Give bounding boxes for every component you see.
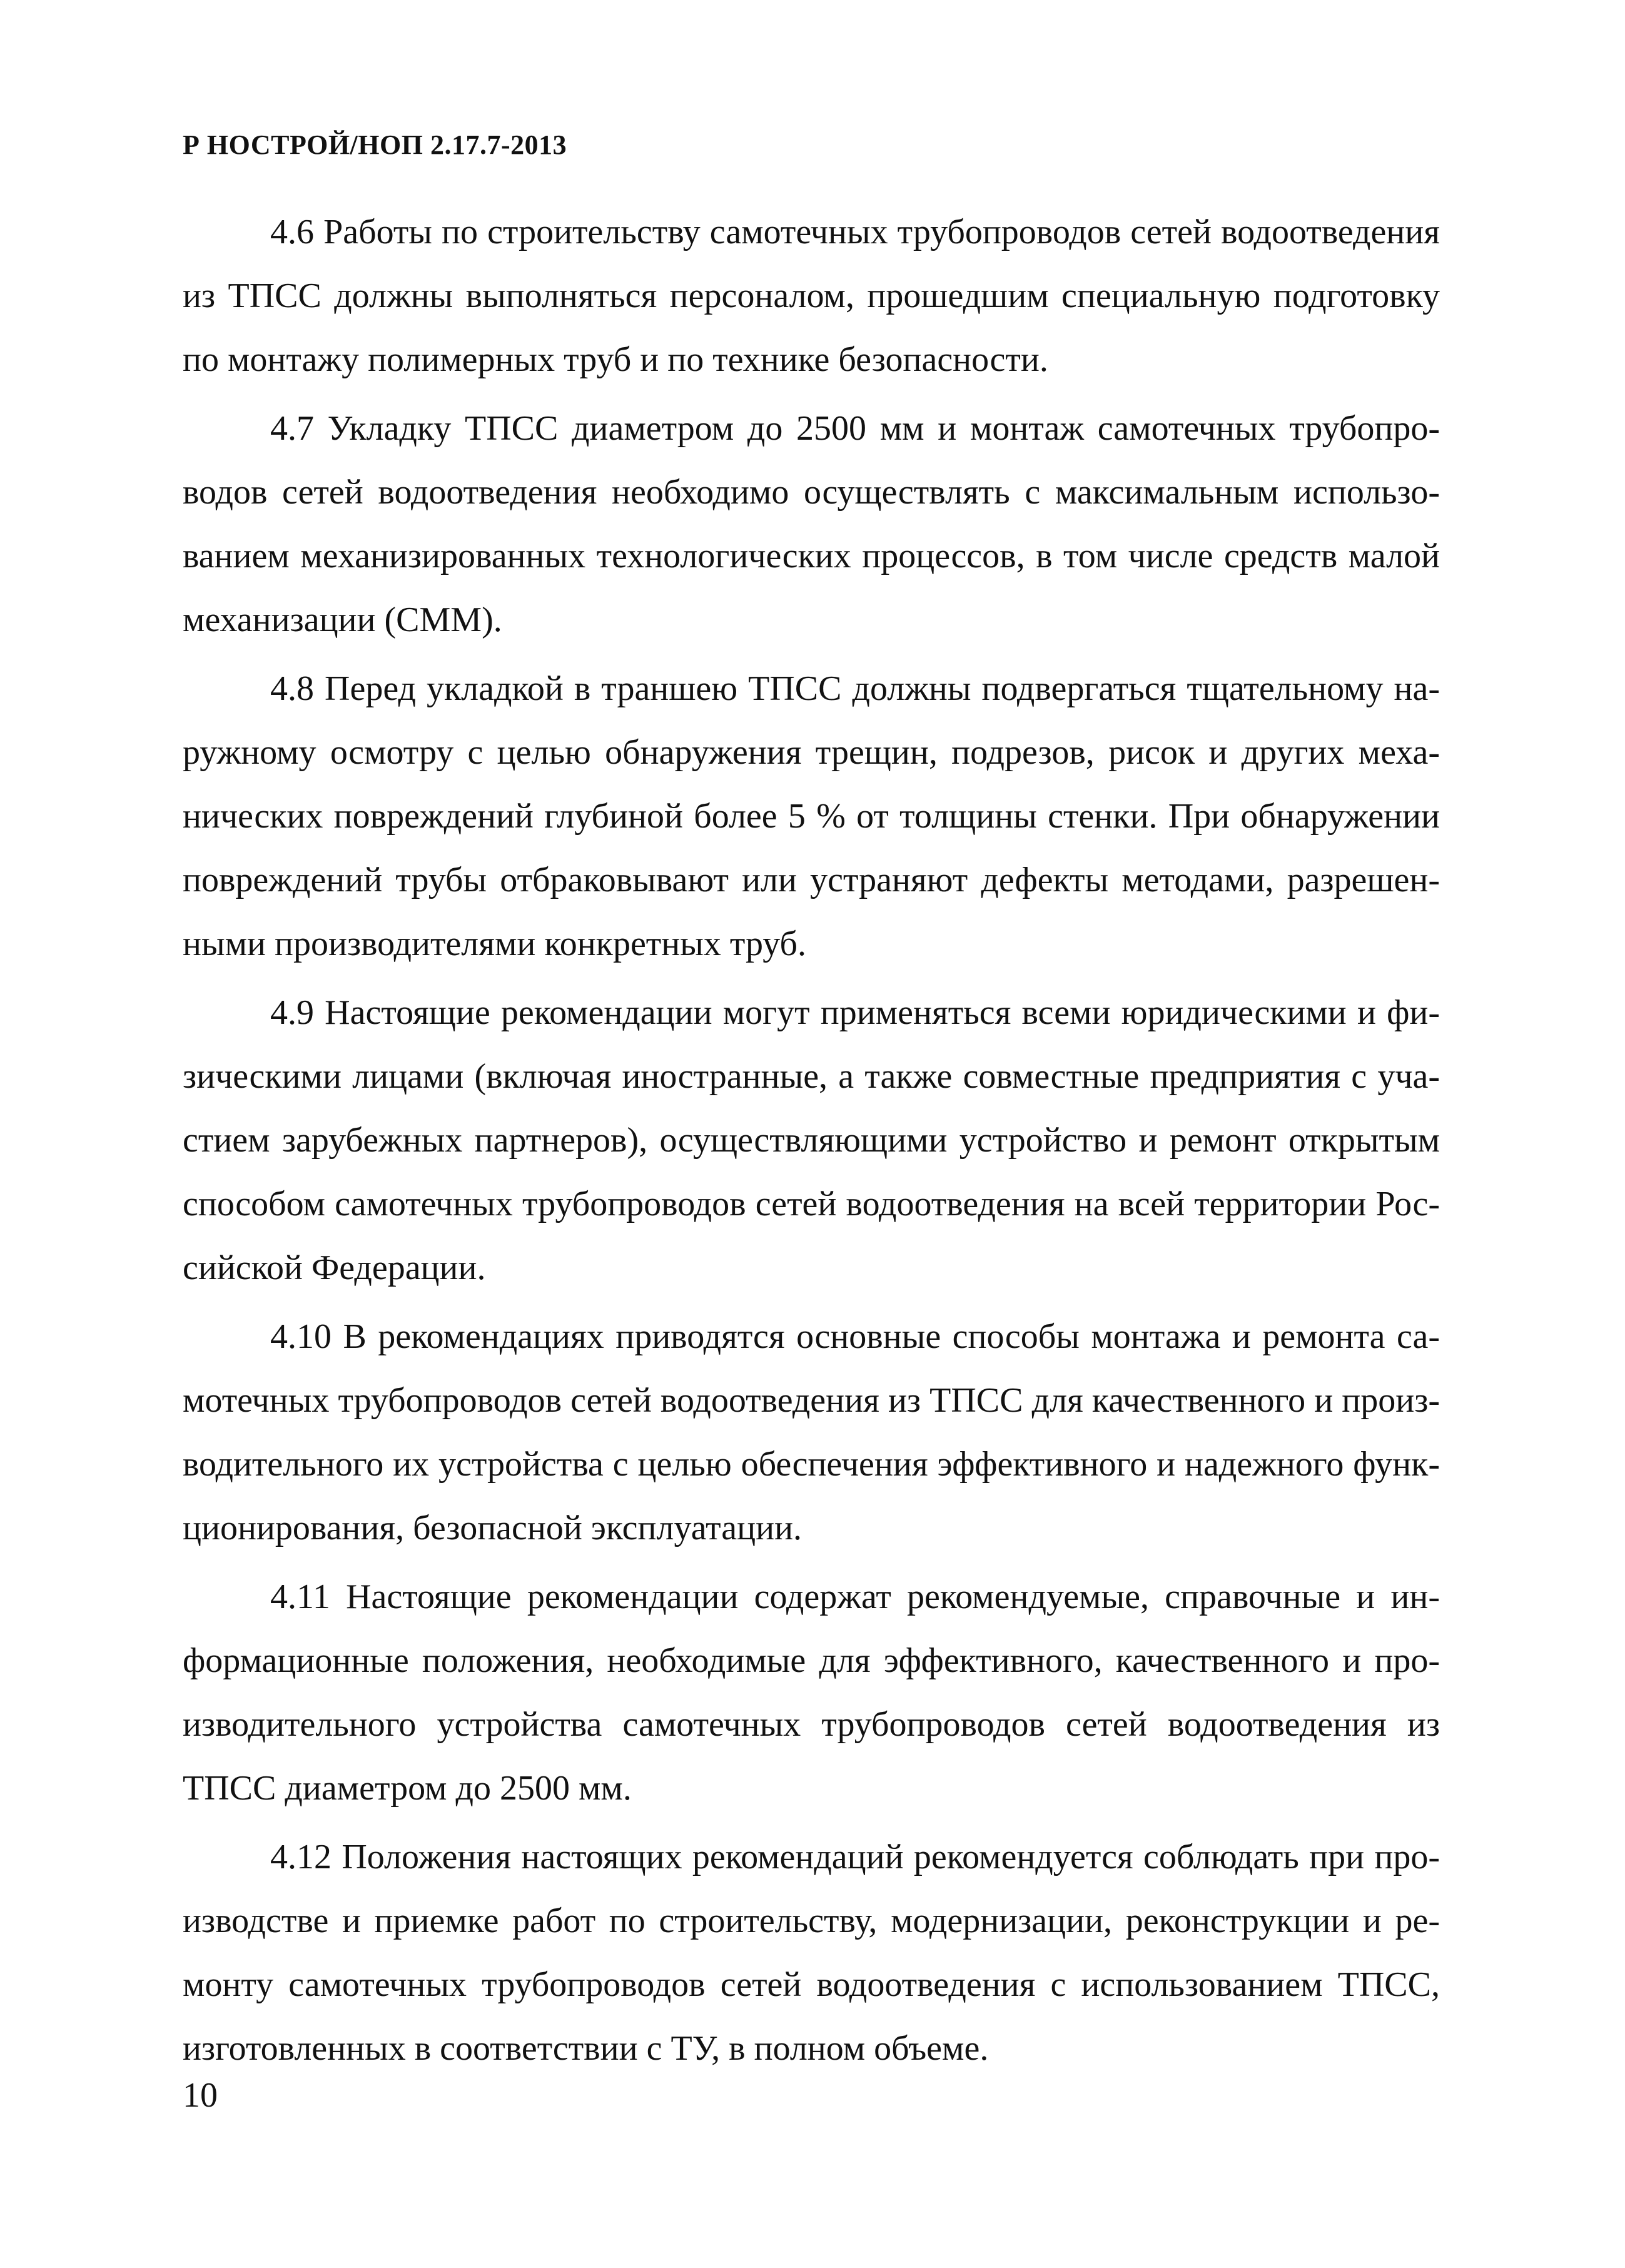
text-line: формационные положения, необходимые для эффективного, качественного и про-	[183, 1641, 1440, 1680]
text-line: стием зарубежных партнеров), осуществляющими устройство и ремонт открытым	[183, 1121, 1440, 1160]
paragraph-4-6	[183, 200, 1440, 392]
text-line: изготовленных в соответствии с ТУ, в полном объеме.	[183, 2029, 989, 2068]
page-number: 10	[183, 2076, 218, 2115]
text-line: способом самотечных трубопроводов сетей водоотведения на всей территории Рос-	[183, 1185, 1440, 1223]
text-line: 4.7 Укладку ТПСС диаметром до 2500 мм и монтаж самотечных трубопро-	[270, 409, 1440, 448]
document-header: Р НОСТРОЙ/НОП 2.17.7-2013	[183, 129, 567, 160]
paragraph-4-8	[183, 657, 1440, 976]
text-line: ционирования, безопасной эксплуатации.	[183, 1509, 802, 1547]
text-line: из ТПСС должны выполняться персоналом, прошедшим специальную подготовку	[183, 276, 1440, 315]
text-line: водов сетей водоотведения необходимо осуществлять с максимальным использо-	[183, 473, 1440, 512]
body-text	[183, 200, 1440, 2080]
paragraph-4-7	[183, 397, 1440, 652]
text-line: изводительного устройства самотечных трубопроводов сетей водоотведения из	[183, 1705, 1440, 1744]
text-line: монту самотечных трубопроводов сетей водоотведения с использованием ТПСС,	[183, 1965, 1440, 2004]
text-line: нических повреждений глубиной более 5 % от толщины стенки. При обнаружении	[183, 797, 1440, 836]
text-line: водительного их устройства с целью обеспечения эффективного и надежного функ-	[183, 1445, 1440, 1484]
text-line: 4.11 Настоящие рекомендации содержат рекомендуемые, справочные и ин-	[270, 1577, 1440, 1616]
text-line: изводстве и приемке работ по строительству, модернизации, реконструкции и ре-	[183, 1901, 1440, 1940]
text-line: 4.10 В рекомендациях приводятся основные способы монтажа и ремонта са-	[270, 1317, 1440, 1356]
text-line: ТПСС диаметром до 2500 мм.	[183, 1769, 632, 1808]
text-line: ружному осмотру с целью обнаружения трещин, подрезов, рисок и других меха-	[183, 733, 1440, 772]
text-line: зическими лицами (включая иностранные, а также совместные предприятия с уча-	[183, 1057, 1440, 1096]
text-line: повреждений трубы отбраковывают или устраняют дефекты методами, разрешен-	[183, 861, 1440, 899]
text-line: 4.6 Работы по строительству самотечных трубопроводов сетей водоотведения	[270, 213, 1440, 251]
paragraph-4-9	[183, 981, 1440, 1300]
text-line: ными производителями конкретных труб.	[183, 924, 807, 963]
text-line: механизации (СММ).	[183, 600, 502, 639]
paragraph-4-11	[183, 1565, 1440, 1820]
text-line: сийской Федерации.	[183, 1248, 486, 1287]
text-line: по монтажу полимерных труб и по технике безопасности.	[183, 340, 1048, 379]
text-line: 4.8 Перед укладкой в траншею ТПСС должны подвергаться тщательному на-	[270, 669, 1440, 708]
paragraph-4-10	[183, 1305, 1440, 1560]
text-line: ванием механизированных технологических процессов, в том числе средств малой	[183, 537, 1440, 575]
paragraph-4-12	[183, 1825, 1440, 2080]
text-line: 4.9 Настоящие рекомендации могут применяться всеми юридическими и фи-	[270, 993, 1440, 1032]
text-line: мотечных трубопроводов сетей водоотведения из ТПСС для качественного и произ-	[183, 1381, 1440, 1420]
text-line: 4.12 Положения настоящих рекомендаций рекомендуется соблюдать при про-	[270, 1838, 1440, 1876]
